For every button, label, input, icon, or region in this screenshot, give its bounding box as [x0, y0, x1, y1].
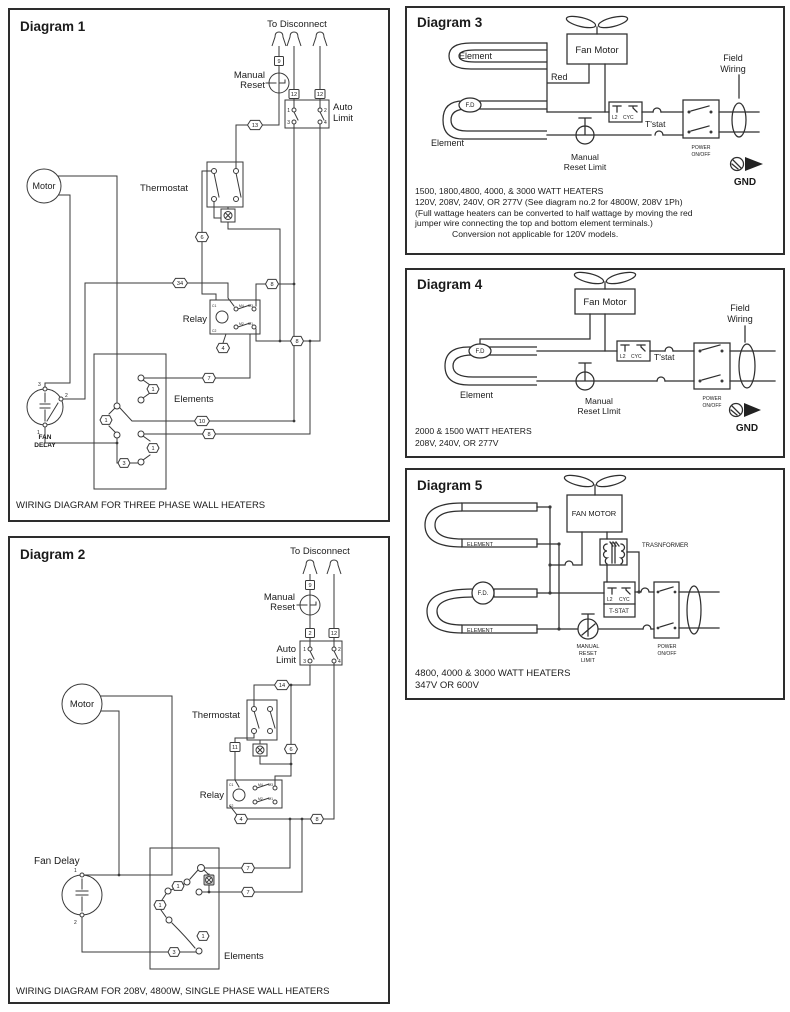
- diagram1-caption: WIRING DIAGRAM FOR THREE PHASE WALL HEATERS: [16, 500, 266, 511]
- relay-label: Relay: [199, 790, 224, 801]
- gnd-label: GND: [735, 423, 759, 434]
- wire-marker-7: [242, 887, 255, 896]
- wire-marker-6: [285, 744, 298, 753]
- field-wiring: [727, 303, 755, 388]
- auto-limit-label: Limit: [275, 655, 296, 666]
- on-off-label: ON/OFF: [691, 152, 711, 158]
- diagram1-panel: [8, 8, 390, 522]
- terminal-label: 2: [74, 920, 77, 926]
- auto-limit-label: Auto: [276, 644, 296, 655]
- fan-delay-label: FAN: [38, 434, 52, 441]
- manual-reset-limit: [564, 118, 607, 172]
- diagram5-schematic: [407, 470, 783, 698]
- wire-marker-label: 12: [290, 92, 298, 98]
- wires: [82, 574, 338, 952]
- fan-icon: [565, 14, 628, 34]
- tstat-label: T-STAT: [609, 609, 629, 615]
- relay-label: Relay: [182, 314, 207, 325]
- heating-element: [445, 344, 537, 400]
- wire-marker-label: 3: [172, 950, 176, 956]
- fan-delay-label: DELAY: [34, 442, 56, 449]
- transformer: [600, 539, 689, 565]
- wire-marker-label: 6: [289, 747, 293, 753]
- wire-marker-label: 8: [315, 817, 319, 823]
- ground-symbol: [731, 157, 764, 188]
- wire-marker-1: [147, 385, 159, 394]
- diagram5-panel: [405, 468, 785, 700]
- diagram3-caption-line: 120V, 208V, 240V, OR 277V (See diagram no.2 for 4800W, 208V 1Ph): [415, 197, 683, 207]
- terminal-label: 2: [65, 393, 68, 399]
- cyc-label: CYC: [631, 354, 642, 360]
- terminal-label: 1: [74, 868, 77, 874]
- ground-symbol: [730, 403, 762, 434]
- diagram3-caption-line: 1500, 1800,4800, 4000, & 3000 WATT HEATERS: [415, 186, 604, 196]
- manual-reset-label: Manual: [233, 70, 265, 81]
- wire-marker-7: [203, 373, 216, 382]
- fd-label: F.D.: [477, 591, 489, 597]
- fan-icon: [563, 473, 626, 495]
- wire-marker-label: 34: [176, 281, 184, 287]
- transformer-label: TRASNFORMER: [642, 543, 689, 549]
- wire-marker-7: [242, 863, 255, 872]
- diagram4-title: Diagram 4: [417, 277, 483, 292]
- wire-marker-label: 8: [207, 432, 211, 438]
- wire-marker-8: [291, 336, 304, 345]
- manual-reset-switch: [266, 73, 289, 93]
- terminal-label: 1: [37, 430, 40, 436]
- fan-motor-label: Fan Motor: [583, 297, 627, 308]
- element-label: Element: [459, 51, 493, 61]
- terminal-label: 3: [303, 659, 306, 665]
- wire-marker-label: 10: [198, 419, 206, 425]
- wire-marker-label: 13: [251, 123, 259, 129]
- wire-marker-8: [266, 279, 279, 288]
- diagram3-caption-line: Conversion not applicable for 120V models.: [452, 229, 619, 239]
- manual-reset-limit: [577, 614, 600, 664]
- wire-marker-13: [248, 120, 263, 129]
- power-label: POWER: [702, 396, 722, 402]
- wire-marker-34: [173, 278, 188, 287]
- terminal-label: M2: [239, 322, 244, 326]
- wire-marker-8: [311, 814, 324, 823]
- relay: [210, 300, 260, 334]
- manual-reset-limit: [576, 363, 621, 416]
- wire-marker-label: 7: [246, 890, 250, 896]
- terminal-label: C1: [229, 783, 234, 787]
- element-label: Element: [460, 390, 494, 400]
- strain-relief-icon: [272, 32, 286, 46]
- to-disconnect-label: To Disconnect: [267, 19, 327, 30]
- field-wiring-conduit: [687, 586, 701, 634]
- wire-marker-label: 1: [176, 884, 180, 890]
- wire-marker-label: 6: [200, 235, 204, 241]
- terminal-label: M2: [258, 797, 263, 801]
- gnd-label: GND: [733, 177, 757, 188]
- elements-label: Elements: [224, 951, 264, 962]
- wire-marker-label: 3: [122, 461, 126, 467]
- wire-marker-1: [147, 444, 159, 453]
- thermostat-switch: [207, 162, 243, 222]
- terminal-label: M1: [248, 322, 253, 326]
- fan-icon: [573, 270, 636, 289]
- relay: [227, 780, 282, 808]
- wire-marker-label: 1: [158, 903, 162, 909]
- wire-marker-1: [154, 901, 166, 910]
- wire-marker-6: [196, 232, 209, 241]
- auto-limit-label: Limit: [333, 113, 354, 124]
- l2-label: L2: [620, 354, 626, 360]
- auto-limit-switch: [300, 641, 342, 665]
- wire-marker-label: 9: [277, 59, 281, 65]
- power-label: POWER: [657, 644, 677, 650]
- terminal-label: C2: [212, 329, 217, 333]
- diagram2-caption: WIRING DIAGRAM FOR 208V, 4800W, SINGLE PHASE WALL HEATERS: [16, 986, 330, 997]
- field-wiring-label: Field: [723, 53, 743, 63]
- diagram3-caption-line: (Full wattage heaters can be converted to half wattage by moving the red: [415, 208, 693, 218]
- l2-label: L2: [607, 597, 613, 603]
- diagram4-panel: [405, 268, 785, 458]
- fan-motor-label: FAN MOTOR: [571, 509, 617, 518]
- wire-marker-label: 1: [151, 446, 155, 452]
- wire-marker-label: 1: [104, 418, 108, 424]
- tstat-label: T'stat: [645, 119, 666, 129]
- wire-marker-label: 11: [232, 745, 238, 751]
- terminal-label: C1: [212, 304, 217, 308]
- heating-element-bottom: [427, 582, 537, 634]
- diagram4-caption-line: 208V, 240V, OR 277V: [415, 438, 499, 448]
- fan-motor: [567, 495, 622, 532]
- tstat-box: [617, 341, 675, 362]
- wire-marker-9: [275, 57, 284, 66]
- strain-relief-icon: [327, 560, 341, 574]
- wire-marker-10: [195, 416, 210, 425]
- terminal-label: C2: [229, 804, 234, 808]
- fan-motor: [567, 34, 627, 64]
- field-wiring: [720, 53, 746, 137]
- manual-reset-limit-label: MANUAL: [576, 644, 600, 650]
- motor: [62, 684, 102, 724]
- strain-relief-icon: [313, 32, 327, 46]
- wire-marker-12: [315, 90, 325, 99]
- manual-reset-limit-label: Reset LImit: [577, 406, 621, 416]
- motor-label: Motor: [69, 699, 95, 710]
- terminal-label: M3: [248, 304, 253, 308]
- fd-label: F.D: [475, 349, 485, 355]
- l2-label: L2: [612, 115, 618, 121]
- tstat-box: [609, 102, 666, 129]
- wire-marker-label: 8: [295, 339, 299, 345]
- wire-marker-3: [118, 459, 130, 468]
- thermostat-label: Thermostat: [192, 710, 241, 721]
- strain-relief-icon: [303, 560, 317, 574]
- motor: [27, 169, 61, 203]
- diagram3-title: Diagram 3: [417, 15, 483, 30]
- wire-marker-label: 1: [201, 934, 205, 940]
- diagram5-caption-line: 347V OR 600V: [415, 680, 479, 691]
- diagram5-caption-line: 4800, 4000 & 3000 WATT HEATERS: [415, 668, 571, 679]
- terminal-label: 2: [338, 647, 341, 653]
- terminal-label: M1: [268, 797, 273, 801]
- diagram3-schematic: [407, 8, 783, 253]
- on-off-label: ON/OFF: [657, 651, 677, 657]
- wire-marker-2: [306, 629, 315, 638]
- wire-marker-8: [203, 429, 216, 438]
- disconnect-terminals: [272, 32, 327, 46]
- to-disconnect-label: To Disconnect: [290, 546, 350, 557]
- diagram3-panel: [405, 6, 785, 255]
- manual-reset-limit-label: Manual: [585, 396, 613, 406]
- manual-reset-label: Manual: [263, 592, 295, 603]
- on-off-label: ON/OFF: [702, 403, 722, 409]
- power-switch: [694, 343, 730, 409]
- power-label: POWER: [691, 145, 711, 151]
- thermostat-label: Thermostat: [140, 183, 189, 194]
- diagram4-caption-line: 2000 & 1500 WATT HEATERS: [415, 426, 532, 436]
- elements-label: Elements: [174, 394, 214, 405]
- terminal-label: 1: [287, 108, 290, 114]
- manual-reset-label: Reset: [240, 80, 265, 91]
- wire-marker-label: 4: [239, 817, 243, 823]
- manual-reset-switch: [297, 595, 320, 615]
- wire-marker-4: [217, 343, 230, 352]
- element-label: Element: [431, 138, 465, 148]
- cyc-label: CYC: [619, 597, 630, 603]
- terminal-label: M4: [239, 304, 244, 308]
- diagram4-schematic: [407, 270, 783, 456]
- wire-marker-label: 2: [308, 631, 312, 637]
- heating-element-bottom: [431, 98, 547, 148]
- terminal-label: M3: [268, 783, 273, 787]
- terminal-label: 1: [303, 647, 306, 653]
- wire-marker-label: 9: [308, 583, 312, 589]
- wire-marker-1: [197, 932, 209, 941]
- wire-marker-1: [100, 416, 112, 425]
- fan-delay-switch: [62, 868, 102, 926]
- diagram5-title: Diagram 5: [417, 478, 483, 493]
- manual-reset-limit-label: Manual: [571, 152, 599, 162]
- wire-marker-label: 4: [221, 346, 225, 352]
- wire-marker-14: [275, 680, 290, 689]
- motor-label: Motor: [32, 181, 56, 191]
- terminal-label: 3: [287, 120, 290, 126]
- fd-label: F.D: [465, 103, 475, 109]
- element-label: ELEMENT: [467, 628, 493, 634]
- manual-reset-label: Reset: [270, 602, 295, 613]
- tstat-box: [604, 582, 635, 617]
- auto-limit-label: Auto: [333, 102, 353, 113]
- field-wiring-label: Field: [730, 303, 750, 313]
- cyc-label: CYC: [623, 115, 634, 121]
- wire-marker-label: 7: [246, 866, 250, 872]
- wire-marker-3: [168, 948, 180, 957]
- wire-marker-4: [235, 814, 248, 823]
- thermostat-switch: [247, 700, 277, 756]
- wire-marker-label: 8: [270, 282, 274, 288]
- power-switch: [683, 100, 719, 158]
- wire-marker-9: [306, 581, 315, 590]
- diagram2-panel: [8, 536, 390, 1004]
- heating-element-top: [425, 503, 537, 548]
- wire-marker-11: [230, 743, 240, 752]
- diagram2-schematic: [10, 538, 388, 1002]
- diagram3-caption-line: jumper wire connecting the top and bottom element terminals.): [415, 218, 653, 228]
- diagram2-title: Diagram 2: [20, 547, 86, 562]
- wire-marker-label: 1: [151, 387, 155, 393]
- field-wiring-label: Wiring: [720, 64, 746, 74]
- fan-delay-switch: [27, 382, 68, 449]
- terminal-label: 4: [338, 659, 341, 665]
- wire-marker-label: 12: [316, 92, 324, 98]
- wire-marker-12: [289, 90, 299, 99]
- wire-marker-label: 7: [207, 376, 211, 382]
- wire-marker-1: [172, 882, 184, 891]
- element-label: ELEMENT: [467, 542, 493, 548]
- terminal-label: 3: [38, 382, 41, 388]
- heating-element-top: [449, 43, 547, 69]
- fan-motor: [575, 289, 635, 314]
- disconnect-terminals: [303, 560, 341, 574]
- red-wire-label: Red: [551, 72, 568, 82]
- power-switch: [654, 582, 679, 657]
- fan-motor-label: Fan Motor: [575, 45, 619, 56]
- terminal-label: 2: [324, 108, 327, 114]
- wire-marker-12: [329, 629, 339, 638]
- manual-reset-limit-label: RESET: [578, 651, 598, 657]
- anticipator: [204, 875, 214, 885]
- wire-marker-label: 12: [330, 631, 338, 637]
- auto-limit-switch: [285, 100, 329, 128]
- manual-reset-limit-label: Reset Limit: [563, 162, 607, 172]
- wire-marker-label: 14: [278, 683, 286, 689]
- diagram1-title: Diagram 1: [20, 19, 86, 34]
- fan-delay-label: Fan Delay: [34, 856, 80, 867]
- terminal-label: M4: [258, 783, 263, 787]
- field-wiring-label: Wiring: [727, 314, 753, 324]
- terminal-label: 4: [324, 120, 327, 126]
- strain-relief-icon: [287, 32, 301, 46]
- tstat-label: T'stat: [654, 352, 675, 362]
- diagram1-schematic: [10, 10, 388, 520]
- manual-reset-limit-label: LIMIT: [580, 658, 596, 664]
